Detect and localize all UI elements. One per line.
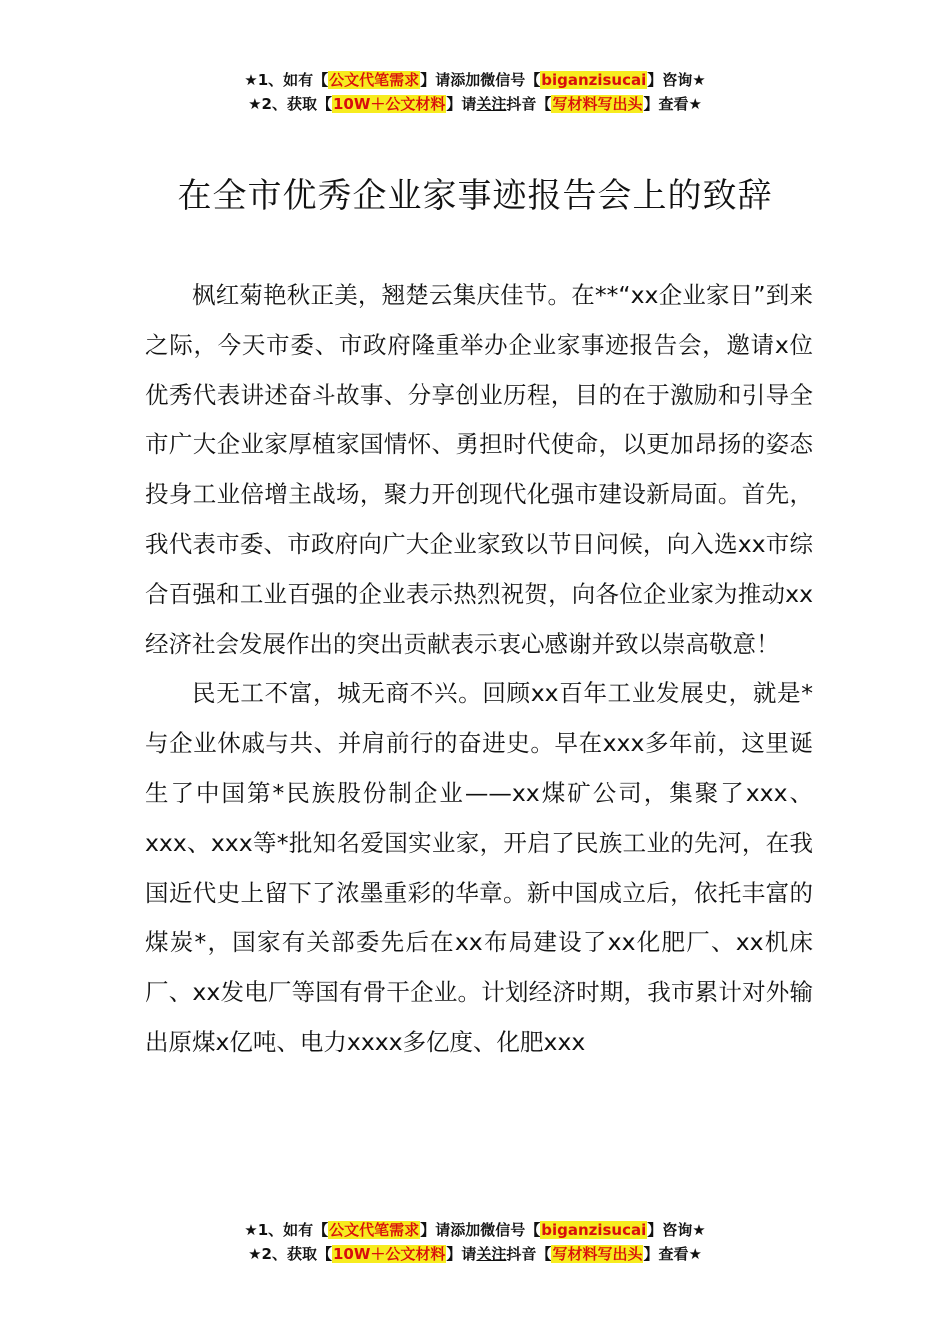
promo-underline-follow: 关注: [476, 95, 507, 113]
promo-underline-follow: 关注: [476, 1245, 507, 1263]
body-paragraph-1: 枫红菊艳秋正美，翘楚云集庆佳节。在**“xx企业家日”到来之际，今天市委、市政府隆重举办企业家事迹报告会，邀请x位优秀代表讲述奋斗故事、分享创业历程，目的在于激励和引导全市广大企业家厚植家国情怀、勇担时代使命，以更加昂扬的姿态投身工业倍增主战场，聚力开创现代化强市建设新局面。首先，我代表市委、市政府向广大企业家致以节日问候，向入选xx市综合百强和工业百强的企业表示热烈祝贺，向各位企业家为推动xx经济社会发展作出的突出贡献表示衷心感谢并致以崇高敬意！: [145, 281, 813, 658]
promo-highlight-materials: 10W＋公文材料: [332, 1245, 446, 1263]
promo-line-2: [0, 1242, 950, 1266]
promo-highlight-douyin: 写材料写出头: [552, 95, 643, 113]
promo-text: 】咨询★: [647, 1221, 706, 1239]
promo-highlight-wechat: biganzisucai: [541, 71, 647, 89]
promo-text: 】查看★: [643, 95, 702, 113]
promo-highlight-wechat: biganzisucai: [541, 1221, 647, 1239]
promo-text: 】咨询★: [647, 71, 706, 89]
promo-line-2: [0, 92, 950, 116]
promo-line-1: [0, 68, 950, 92]
promo-text: 】查看★: [643, 1245, 702, 1263]
top-promo-banner: [0, 68, 950, 116]
document-title: 在全市优秀企业家事迹报告会上的致辞: [177, 176, 773, 216]
promo-text: ★1、如有【: [244, 1221, 329, 1239]
promo-text: 】请: [446, 1245, 477, 1263]
promo-text: 抖音【: [506, 95, 552, 113]
promo-text: ★1、如有【: [244, 71, 329, 89]
document-body: [145, 271, 813, 1068]
promo-text: 】请: [446, 95, 477, 113]
promo-text: 】请添加微信号【: [420, 71, 541, 89]
promo-text: ★2、获取【: [248, 1245, 332, 1263]
body-paragraph-2: 民无工不富，城无商不兴。回顾xx百年工业发展史，就是*与企业休戚与共、并肩前行的奋进史。早在xxx多年前，这里诞生了中国第*民族股份制企业——xx煤矿公司，集聚了xxx、xxx、xxx等*批知名爱国实业家，开启了民族工业的先河，在我国近代史上留下了浓墨重彩的华章。新中国成立后，依托丰富的煤炭*，国家有关部委先后在xx布局建设了xx化肥厂、xx机床厂、xx发电厂等国有骨干企业。计划经济时期，我市累计对外输出原煤x亿吨、电力xxxx多亿度、化肥xxx: [145, 679, 813, 1056]
bottom-promo-banner: [0, 1218, 950, 1266]
promo-highlight-materials: 10W＋公文材料: [332, 95, 446, 113]
promo-highlight-service: 公文代笔需求: [329, 1221, 420, 1239]
promo-highlight-douyin: 写材料写出头: [552, 1245, 643, 1263]
promo-text: 】请添加微信号【: [420, 1221, 541, 1239]
promo-line-1: [0, 1218, 950, 1242]
promo-text: ★2、获取【: [248, 95, 332, 113]
promo-text: 抖音【: [506, 1245, 552, 1263]
promo-highlight-service: 公文代笔需求: [329, 71, 420, 89]
